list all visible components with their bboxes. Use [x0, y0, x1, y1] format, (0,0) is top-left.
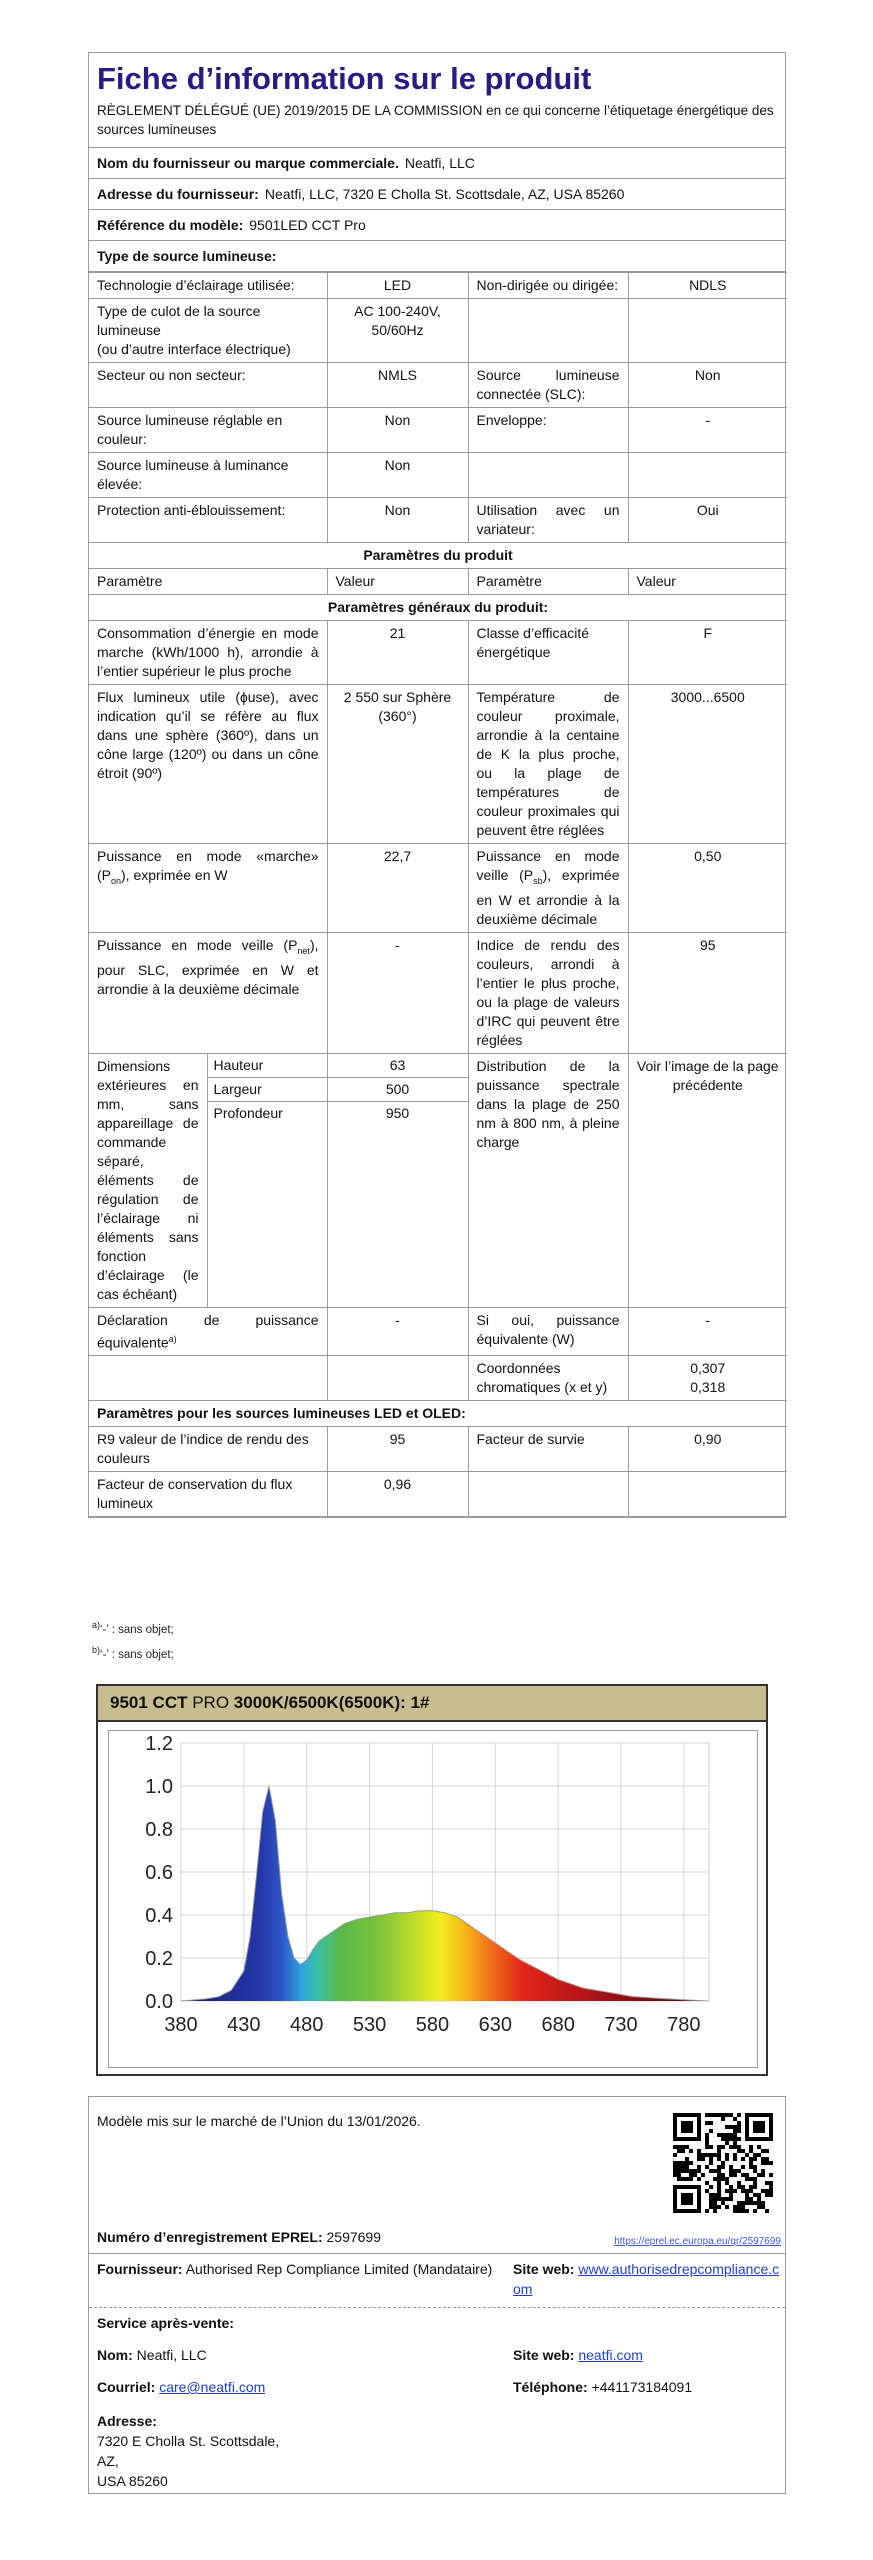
supplier-name-label: Nom du fournisseur ou marque commerciale.	[97, 155, 399, 171]
chromaticity-label: Coordonnées chromatiques (x et y)	[468, 1356, 628, 1401]
table-row	[89, 595, 787, 621]
footnote-b	[92, 1640, 174, 1665]
email-link[interactable]: care@neatfi.com	[159, 2379, 266, 2395]
standby-power-label	[468, 844, 628, 933]
empty-cell	[89, 1356, 327, 1401]
after-sales-name	[97, 2345, 207, 2365]
y-tick-label: 0.2	[145, 1948, 173, 1970]
authorised-rep-site-link[interactable]: www.authorisedrepcompliance.com	[513, 2261, 780, 2297]
x-axis-ticks	[164, 2014, 700, 2036]
empty-cell	[628, 299, 787, 363]
divider	[89, 2307, 785, 2308]
dimmable-value: Oui	[628, 498, 787, 543]
dimensions-label: Dimensions extérieures en mm, sans appareillage de commande séparé, éléments de régulation de l’éclairage ni éléments sans fonction d’éclairage (le cas échéant)	[89, 1054, 207, 1307]
consumption-value: 21	[327, 621, 468, 685]
technology-value: LED	[327, 273, 468, 299]
after-sales-heading: Service après-vente:	[97, 2315, 234, 2331]
table-row	[89, 1427, 787, 1472]
dimmable-label: Utilisation avec un variateur:	[468, 498, 628, 543]
on-mode-power-value: 22,7	[327, 844, 468, 933]
supplier-name-row	[89, 148, 785, 179]
general-params-heading: Paramètres généraux du produit:	[89, 595, 787, 621]
footnote-a-mark: a)	[92, 1620, 101, 1630]
table-row	[89, 569, 787, 595]
x-tick-label: 630	[478, 2014, 512, 2036]
networked-standby-label	[89, 932, 327, 1053]
table-row	[89, 498, 787, 543]
supplier-address-row	[89, 179, 785, 210]
chart-title-pro: PRO	[192, 1693, 230, 1712]
depth-value: 950	[385, 1104, 410, 1121]
connected-label: Source lumineuse connectée (SLC):	[468, 363, 628, 408]
registration-box	[88, 2096, 786, 2494]
address-label: Adresse:	[97, 2413, 157, 2429]
phone-value: +441173184091	[591, 2379, 693, 2395]
networked-standby-sub: net	[297, 945, 310, 956]
depth-label: Profondeur	[213, 1104, 283, 1121]
chromaticity-y: 0,318	[690, 1379, 726, 1396]
table-row	[89, 543, 787, 569]
height-label: Hauteur	[208, 1054, 327, 1078]
footnote-ref-a: a)	[168, 1333, 177, 1344]
chart-title-cct: 3000K/6500K(6500K): 1#	[233, 1693, 430, 1712]
y-tick-label: 0.6	[145, 1862, 173, 1884]
table-row	[89, 408, 787, 453]
model-reference-label: Référence du modèle:	[97, 217, 244, 233]
spectral-distribution-value: Voir l’image de la page précédente	[628, 1053, 787, 1307]
authorised-rep-label: Fournisseur:	[97, 2261, 183, 2277]
directional-label: Non-dirigée ou dirigée:	[468, 273, 628, 299]
table-row	[89, 844, 787, 933]
table-row	[89, 1356, 787, 1401]
x-tick-label: 680	[541, 2014, 575, 2036]
r9-label: R9 valeur de l’indice de rendu des couleurs	[89, 1427, 327, 1472]
empty-cell	[468, 299, 628, 363]
column-header-value: Valeur	[327, 569, 468, 595]
empty-cell	[628, 1472, 787, 1517]
x-tick-label: 380	[164, 2014, 198, 2036]
width-value: 500	[328, 1077, 468, 1101]
empty-cell	[468, 1472, 628, 1517]
table-row	[89, 1053, 787, 1307]
x-tick-label: 580	[415, 2014, 450, 2036]
cct-label: Température de couleur proximale, arrondie à la centaine de K la plus proche, ou la plage de températures de couleur proximales qui peuvent être réglées	[468, 685, 628, 844]
x-tick-label: 480	[290, 2014, 324, 2036]
empty-cell	[327, 1356, 468, 1401]
product-params-heading: Paramètres du produit	[89, 543, 787, 569]
high-luminance-value: Non	[327, 453, 468, 498]
chromaticity-values	[628, 1356, 787, 1401]
cri-value: 95	[628, 932, 787, 1053]
after-sales-address	[97, 2411, 279, 2491]
table-row	[89, 621, 787, 685]
table-row	[89, 453, 787, 498]
glare-shield-value: Non	[327, 498, 468, 543]
networked-standby-value: -	[327, 932, 468, 1053]
address-line-1: 7320 E Cholla St. Scottsdale,	[97, 2433, 280, 2449]
standby-power-sub: sb	[533, 875, 543, 886]
sheet-header	[89, 53, 785, 148]
table-row	[89, 1307, 787, 1356]
email-label: Courriel:	[97, 2379, 156, 2395]
glare-shield-label: Protection anti-éblouissement:	[89, 498, 327, 543]
high-luminance-label: Source lumineuse à luminance élevée:	[89, 453, 327, 498]
equivalent-power-claim-value: -	[327, 1307, 468, 1356]
on-mode-power-sub: on	[111, 875, 122, 886]
height-value: 63	[328, 1054, 468, 1078]
y-tick-label: 0.0	[145, 1991, 173, 2013]
eprel-link[interactable]	[614, 2229, 781, 2252]
y-tick-label: 0.4	[145, 1905, 173, 1927]
survival-factor-label: Facteur de survie	[468, 1427, 628, 1472]
table-row	[89, 685, 787, 844]
chart-area	[108, 1730, 758, 2068]
after-sales-name-label: Nom:	[97, 2347, 133, 2363]
supplier-address-label: Adresse du fournisseur:	[97, 186, 259, 202]
after-sales-phone	[513, 2377, 692, 2397]
useful-flux-label: Flux lumineux utile (ɸuse), avec indication qu’il se réfère au flux dans une sphère (360º), dans un cône large (120º) ou dans un cône étroit (90º)	[89, 685, 327, 844]
footnote-b-text: ‘-’ : sans objet;	[100, 1648, 174, 1661]
cap-type-label: Type de culot de la source lumineuse	[97, 303, 261, 338]
colour-tunable-value: Non	[327, 408, 468, 453]
on-mode-power-text: Puissance en mode «marche» (P	[97, 848, 319, 883]
dimensions-subtable	[208, 1054, 327, 1125]
supplier-address-value: Neatfi, LLC, 7320 E Cholla St. Scottsdale, AZ, USA 85260	[264, 186, 625, 202]
after-sales-name-value: Neatfi, LLC	[136, 2347, 207, 2363]
lumen-maintenance-value: 0,96	[327, 1472, 468, 1517]
eprel-link-text[interactable]: https://eprel.ec.europa.eu/qr/2597699	[614, 2236, 781, 2247]
regulation-subtitle: RÈGLEMENT DÉLÉGUÉ (UE) 2019/2015 DE LA COMMISSION en ce qui concerne l’étiquetage énergétique des sources lumineuses	[97, 103, 774, 137]
dimensions-values	[328, 1054, 468, 1125]
y-tick-label: 1.0	[145, 1776, 173, 1798]
table-row	[89, 1472, 787, 1517]
light-source-type-label: Type de source lumineuse:	[97, 248, 277, 264]
supplier-name-value: Neatfi, LLC	[404, 155, 475, 171]
column-header-value: Valeur	[628, 569, 787, 595]
chart-title	[98, 1686, 766, 1722]
standby-power-value: 0,50	[628, 844, 787, 933]
connected-value: Non	[628, 363, 787, 408]
light-source-type-heading	[89, 241, 785, 272]
y-tick-label: 1.2	[145, 1733, 173, 1755]
dimensions-split	[89, 1054, 327, 1307]
x-tick-label: 780	[667, 2014, 701, 2036]
x-tick-label: 430	[227, 2014, 261, 2036]
equivalent-power-claim-text: Déclaration de puissance équivalente	[97, 1311, 319, 1351]
consumption-label: Consommation d’énergie en mode marche (kWh/1000 h), arrondie à l’entier supérieur le plus proche	[89, 621, 327, 685]
y-tick-label: 0.8	[145, 1819, 173, 1841]
chart-title-model: 9501 CCT	[110, 1693, 188, 1712]
dimensions-subfields	[207, 1054, 327, 1307]
equivalent-power-value: -	[628, 1307, 787, 1356]
model-reference-row	[89, 210, 785, 241]
table-row	[89, 273, 787, 299]
mains-label: Secteur ou non secteur:	[89, 363, 327, 408]
authorised-rep-value: Authorised Rep Compliance Limited (Mandataire)	[185, 2261, 493, 2277]
survival-factor-value: 0,90	[628, 1427, 787, 1472]
phone-label: Téléphone:	[513, 2379, 588, 2395]
after-sales-site-link[interactable]: neatfi.com	[578, 2347, 643, 2363]
networked-standby-text-end: ), pour SLC, exprimée en W et arrondie à la deuxième décimale	[97, 936, 319, 997]
spectral-distribution-label: Distribution de la puissance spectrale dans la plage de 250 nm à 800 nm, à pleine charge	[468, 1053, 628, 1307]
table-row	[89, 299, 787, 363]
model-reference-value: 9501LED CCT Pro	[249, 217, 366, 233]
useful-flux-value: 2 550 sur Sphère (360°)	[327, 685, 468, 844]
led-params-heading: Paramètres pour les sources lumineuses LED et OLED:	[89, 1401, 787, 1427]
divider	[89, 2253, 785, 2254]
footnote-a	[92, 1615, 174, 1640]
qr-code-icon[interactable]	[673, 2113, 773, 2213]
mains-value: NMLS	[327, 363, 468, 408]
after-sales-email	[97, 2377, 265, 2397]
address-line-3: USA 85260	[97, 2473, 168, 2489]
spectral-power-svg	[109, 1731, 759, 2069]
footnote-b-mark: b)	[92, 1644, 101, 1655]
networked-standby-text: Puissance en mode veille (P	[97, 936, 298, 953]
colour-tunable-label: Source lumineuse réglable en couleur:	[89, 408, 327, 453]
spectral-chart	[96, 1684, 768, 2076]
directional-value: NDLS	[628, 273, 787, 299]
chromaticity-x: 0,307	[690, 1360, 726, 1377]
empty-cell	[628, 453, 787, 498]
footnote-a-text: ‘-’ : sans objet;	[100, 1623, 174, 1636]
x-tick-label: 730	[604, 2014, 638, 2036]
authorised-rep	[97, 2259, 517, 2279]
envelope-value: -	[628, 408, 787, 453]
efficiency-class-label: Classe d’efficacité énergétique	[468, 621, 628, 685]
eprel-number	[97, 2227, 381, 2247]
width-label: Largeur	[208, 1077, 327, 1101]
technology-label: Technologie d’éclairage utilisée:	[89, 273, 327, 299]
envelope-label: Enveloppe:	[468, 408, 628, 453]
y-axis-ticks	[145, 1733, 173, 2013]
dimensions-values-cell	[327, 1053, 468, 1307]
page-title: Fiche d’information sur le produit	[97, 61, 592, 96]
table-row	[89, 932, 787, 1053]
standby-power-text-end: ), exprimée en W et arrondie à la deuxième décimale	[476, 867, 620, 927]
cap-type-sublabel: (ou d’autre interface électrique)	[97, 341, 291, 357]
after-sales-site	[513, 2345, 643, 2365]
cap-type-cell	[89, 299, 327, 363]
address-line-2: AZ,	[97, 2453, 119, 2469]
product-information-sheet	[88, 52, 786, 1518]
eprel-label: Numéro d’enregistrement EPREL:	[97, 2229, 323, 2245]
empty-cell	[468, 453, 628, 498]
footnotes	[92, 1615, 174, 1665]
cri-label: Indice de rendu des couleurs, arrondi à l’entier le plus proche, ou la plage de valeurs d’IRC qui peuvent être réglées	[468, 932, 628, 1053]
efficiency-class-value: F	[628, 621, 787, 685]
standby-power-text: Puissance en mode veille (P	[476, 848, 620, 883]
eprel-value: 2597699	[326, 2229, 382, 2245]
cct-value: 3000...6500	[628, 685, 787, 844]
on-mode-power-text-end: ), exprimée en W	[121, 867, 228, 883]
table-row	[89, 363, 787, 408]
column-header-param: Paramètre	[89, 569, 327, 595]
equivalent-power-label: Si oui, puissance équivalente (W)	[468, 1307, 628, 1356]
market-date-text: Modèle mis sur le marché de l’Union du 13/01/2026.	[97, 2113, 421, 2129]
equivalent-power-claim-label	[89, 1307, 327, 1356]
column-header-param: Paramètre	[468, 569, 628, 595]
spectrum-area	[181, 1786, 709, 2001]
after-sales-site-label: Site web:	[513, 2347, 575, 2363]
authorised-rep-site	[513, 2259, 783, 2299]
on-mode-power-label	[89, 844, 327, 933]
lumen-maintenance-label: Facteur de conservation du flux lumineux	[89, 1472, 327, 1517]
table-row	[89, 1401, 787, 1427]
light-source-type-table	[89, 272, 787, 1517]
authorised-rep-site-label: Site web:	[513, 2261, 575, 2277]
cap-type-value: AC 100-240V, 50/60Hz	[327, 299, 468, 363]
dimensions-cell	[89, 1053, 327, 1307]
r9-value: 95	[327, 1427, 468, 1472]
x-tick-label: 530	[352, 2014, 387, 2036]
